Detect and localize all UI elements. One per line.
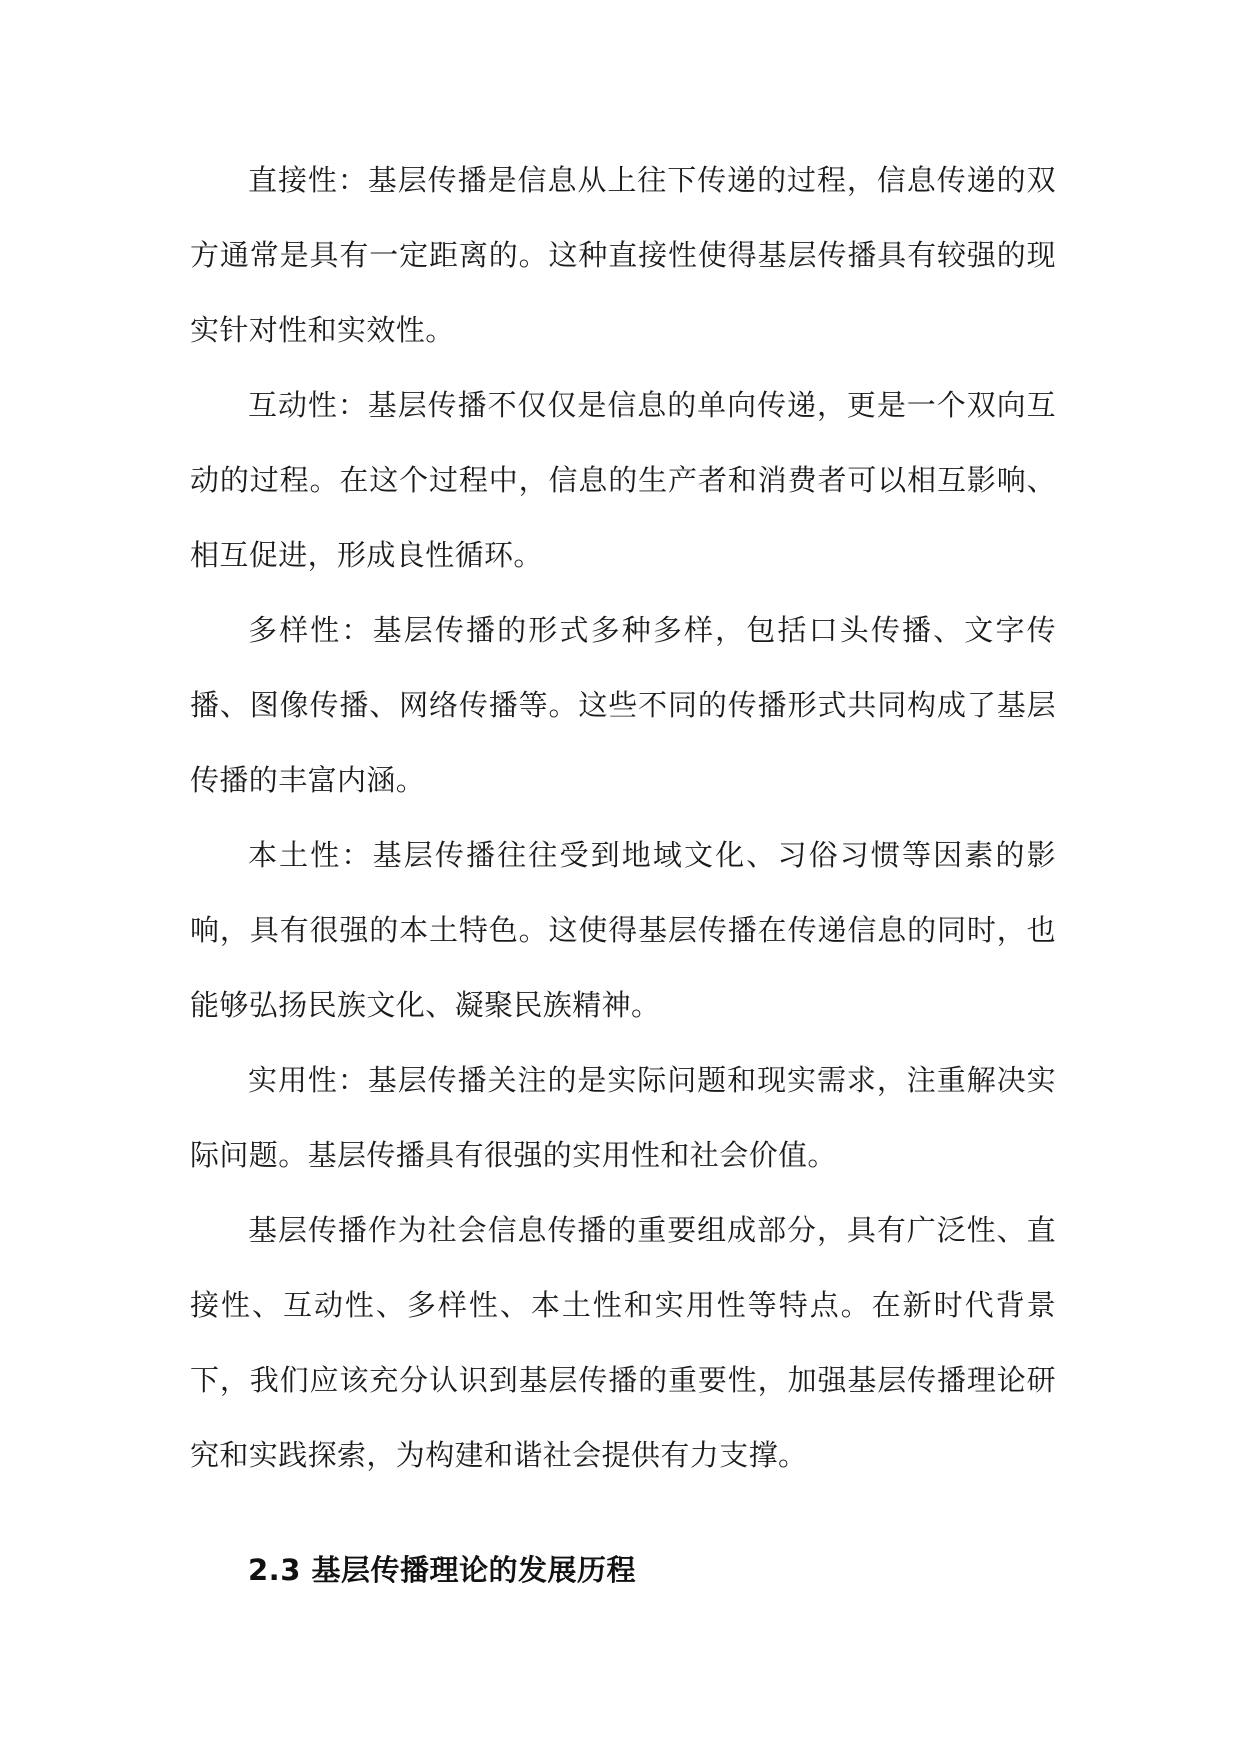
paragraph-locality: 本土性：基层传播往往受到地域文化、习俗习惯等因素的影响，具有很强的本土特色。这使得基层传播在传递信息的同时，也能够弘扬民族文化、凝聚民族精神。 [190, 838, 1056, 1022]
paragraph-interactivity: 互动性：基层传播不仅仅是信息的单向传递，更是一个双向互动的过程。在这个过程中，信息的生产者和消费者可以相互影响、相互促进，形成良性循环。 [190, 388, 1056, 572]
paragraph-practicality: 实用性：基层传播关注的是实际问题和现实需求，注重解决实际问题。基层传播具有很强的实用性和社会价值。 [190, 1063, 1056, 1172]
paragraph-summary: 基层传播作为社会信息传播的重要组成部分，具有广泛性、直接性、互动性、多样性、本土性和实用性等特点。在新时代背景下，我们应该充分认识到基层传播的重要性，加强基层传播理论研究和实践探索，为构建和谐社会提供有力支撑。 [190, 1213, 1056, 1472]
paragraph-directness: 直接性：基层传播是信息从上往下传递的过程，信息传递的双方通常是具有一定距离的。这种直接性使得基层传播具有较强的现实针对性和实效性。 [190, 163, 1056, 347]
paragraph-diversity: 多样性：基层传播的形式多种多样，包括口头传播、文字传播、图像传播、网络传播等。这些不同的传播形式共同构成了基层传播的丰富内涵。 [190, 613, 1056, 797]
document-body [190, 143, 1056, 1590]
section-heading: 2.3 基层传播理论的发展历程 [248, 1553, 636, 1587]
